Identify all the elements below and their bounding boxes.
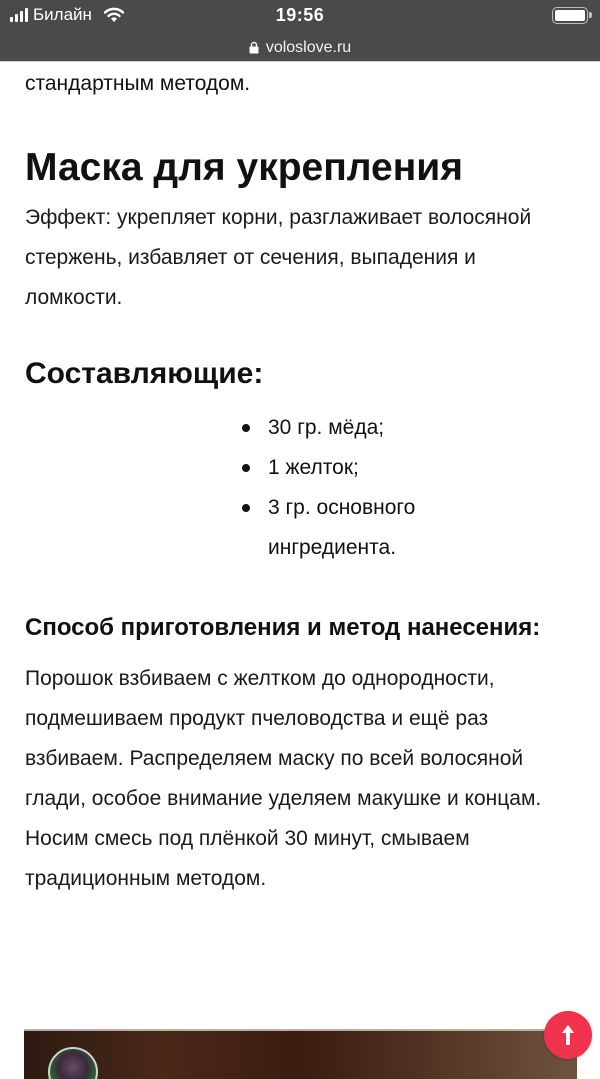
ingredients-list xyxy=(240,408,470,568)
section-title: Маска для укрепления xyxy=(25,146,464,189)
lock-icon xyxy=(249,41,259,54)
clock: 19:56 xyxy=(275,5,325,25)
video-embed[interactable] xyxy=(24,1029,577,1079)
scroll-to-top-button[interactable] xyxy=(544,1011,592,1059)
effect-paragraph: Эффект: укрепляет корни, разглаживает волосяной стержень, избавляет от сечения, выпадения и ломкости. xyxy=(25,206,532,309)
ingredients-heading: Составляющие: xyxy=(25,357,264,390)
article-content xyxy=(0,62,600,899)
carrier-name: Билайн xyxy=(33,5,92,24)
list-item: 30 гр. мёда; xyxy=(240,408,470,448)
method-heading: Способ приготовления и метод нанесения: xyxy=(25,614,541,641)
arrow-up-icon xyxy=(561,1024,575,1046)
previous-paragraph-tail: стандартным методом. xyxy=(25,72,251,95)
address-bar[interactable] xyxy=(0,33,600,62)
url-domain[interactable]: voloslove.ru xyxy=(265,38,352,56)
divider xyxy=(0,61,600,62)
browser-chrome xyxy=(0,0,600,62)
channel-avatar[interactable] xyxy=(48,1047,98,1079)
list-item: 1 желток; xyxy=(240,448,470,488)
status-bar xyxy=(0,0,600,33)
battery-icon xyxy=(552,7,588,24)
list-item: 3 гр. основного ингредиента. xyxy=(240,488,470,568)
method-paragraph: Порошок взбиваем с желтком до однородности, подмешиваем продукт пчеловодства и ещё раз взбиваем. Распределяем маску по всей волосяной глади, особое внимание уделяем макушке и концам. Носим смесь под плёнкой 30 минут, смываем традиционным методом. xyxy=(25,667,542,890)
